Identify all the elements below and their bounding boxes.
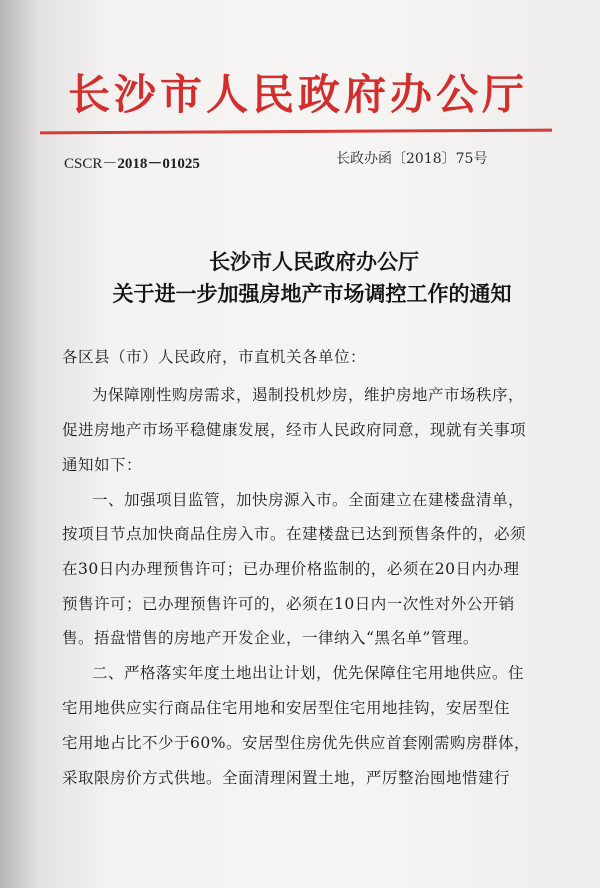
document-number: 长政办函〔2018〕75号 <box>336 151 488 167</box>
body-line: 为保障刚性购房需求，遏制投机炒房，维护房地产市场秩序， <box>92 386 525 404</box>
body-line: 在30日内办理预售许可；已办理价格监制的，必须在20日内办理 <box>62 560 520 578</box>
body-line: 二、严格落实年度土地出让计划，优先保障住宅用地供应。住 <box>92 664 525 682</box>
salutation: 各区县（市）人民政府，市直机关各单位： <box>62 348 367 366</box>
notice-title-line-1: 长沙市人民政府办公厅 <box>209 249 419 274</box>
body-line: 宅用地供应实行商品住宅用地和安居型住宅用地挂钩，安居型住 <box>62 699 511 717</box>
body-line: 售。捂盘惜售的房地产开发企业，一律纳入“黑名单”管理。 <box>62 629 479 647</box>
document-code-number: 2018－01025 <box>117 156 200 172</box>
body-line: 按项目节点加快商品住房入市。在建楼盘已达到预售条件的，必须 <box>62 525 527 543</box>
letterhead-title: 长沙市人民政府办公厅 <box>68 70 529 119</box>
document-code <box>64 152 200 173</box>
letterhead-red-rule <box>40 129 552 135</box>
body-line: 预售许可；已办理预售许可的，必须在10日内一次性对外公开销 <box>62 595 515 613</box>
body-line: 宅用地占比不少于60%。安居型住房优先供应首套刚需购房群体， <box>62 734 530 752</box>
page-edge-shadow <box>0 0 40 888</box>
document-code-prefix: CSCR－ <box>64 156 118 172</box>
body-line: 通知如下： <box>62 456 143 474</box>
body-line: 采取限房价方式供地。全面清理闲置土地，严厉整治囤地惜建行 <box>62 769 511 787</box>
body-line: 促进房地产市场平稳健康发展，经市人民政府同意，现就有关事项 <box>62 421 527 439</box>
notice-title-line-2: 关于进一步加强房地产市场调控工作的通知 <box>112 281 512 306</box>
body-line: 一、加强项目监管，加快房源入市。全面建立在建楼盘清单， <box>92 491 525 509</box>
